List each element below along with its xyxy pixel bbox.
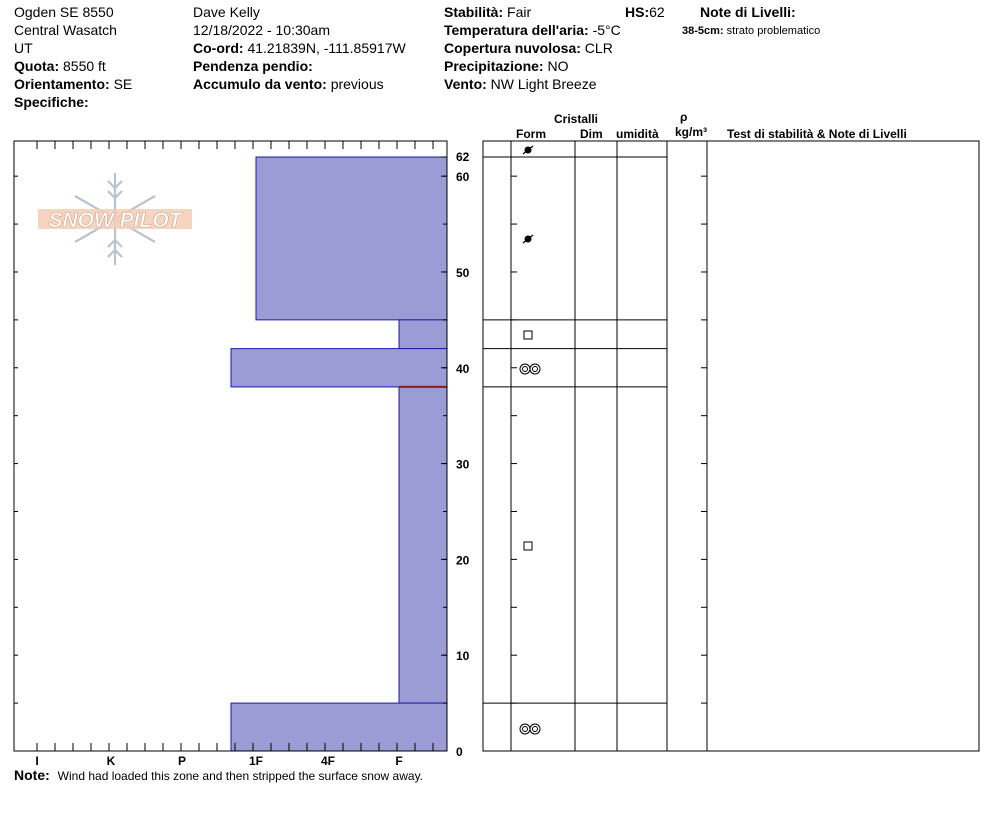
aspect-value: SE <box>113 76 133 92</box>
wind-loading-value: previous <box>330 76 384 92</box>
coord-label: Co-ord: <box>193 40 244 56</box>
wind-label: Vento: <box>444 76 487 92</box>
grain-symbol-precipitation-particle <box>523 146 533 154</box>
range-name: Central Wasatch <box>14 22 117 38</box>
melt-form-ring-icon <box>530 724 540 734</box>
crystal-table-frame <box>483 141 979 751</box>
faceted-crystal-icon <box>524 542 532 550</box>
moisture-header: umidità <box>616 127 659 141</box>
precip-value: NO <box>547 58 569 74</box>
elevation-label: Quota: <box>14 58 60 74</box>
location-name: Ogden SE 8550 <box>14 4 114 20</box>
note-row <box>14 766 423 785</box>
state-name: UT <box>14 40 33 56</box>
y-tick-label-50: 50 <box>456 265 470 280</box>
y-tick-label-62: 62 <box>456 150 470 164</box>
hardness-layer-1 <box>399 320 447 349</box>
hardness-label-4F: 4F <box>320 754 336 768</box>
stability-value: Fair <box>507 4 532 20</box>
grain-symbol-faceted <box>524 542 532 550</box>
hardness-layers <box>231 157 447 751</box>
hardness-label-K: K <box>106 754 116 768</box>
coord-value: 41.21839N, -111.85917W <box>247 40 406 56</box>
density-unit-header: kg/m³ <box>675 125 708 139</box>
hardness-layer-3 <box>399 387 447 703</box>
observation-datetime: 12/18/2022 - 10:30am <box>193 22 330 38</box>
hardness-label-I: I <box>35 754 39 768</box>
grain-symbol-melt-forms <box>520 364 540 374</box>
crystal-table <box>483 141 979 751</box>
hardness-layer-2 <box>231 349 447 387</box>
layer-note-range: 38-5cm: <box>682 25 724 37</box>
melt-form-core-icon <box>523 727 528 732</box>
snowpilot-logo <box>38 173 192 265</box>
layer-notes-title: Note di Livelli: <box>700 4 796 20</box>
y-tick-label-0: 0 <box>456 745 463 759</box>
melt-form-core-icon <box>533 367 538 372</box>
grain-symbol-precipitation-particle <box>523 235 533 243</box>
air-temp-value: -5°C <box>592 22 621 38</box>
cloud-label: Copertura nuvolosa: <box>444 40 581 56</box>
melt-form-ring-icon <box>520 364 530 374</box>
crystals-header: Cristalli <box>554 112 599 126</box>
size-header: Dim <box>580 127 603 141</box>
y-tick-label-20: 20 <box>456 553 470 568</box>
hs-label: HS: <box>625 4 650 20</box>
note-label: Note: <box>14 767 50 783</box>
stability-label: Stabilità: <box>444 4 504 20</box>
grain-symbol-melt-forms <box>520 724 540 734</box>
note-text: Wind had loaded this zone and then stripped the surface snow away. <box>57 769 424 783</box>
y-tick-label-30: 30 <box>456 457 470 472</box>
y-tick-label-40: 40 <box>456 361 470 376</box>
slope-label: Pendenza pendio: <box>193 58 313 74</box>
hardness-label-P: P <box>177 754 187 768</box>
tests-header: Test di stabilità & Note di Livelli <box>727 127 907 141</box>
form-header: Form <box>516 127 546 141</box>
y-tick-label-60: 60 <box>456 170 470 185</box>
hardness-label-F: F <box>395 754 403 768</box>
elevation-value: 8550 ft <box>63 58 106 74</box>
precip-label: Precipitazione: <box>444 58 544 74</box>
specifics-label: Specifiche: <box>14 94 89 110</box>
y-tick-label-10: 10 <box>456 649 470 664</box>
hs-value: 62 <box>649 4 665 20</box>
wind-loading-label: Accumulo da vento: <box>193 76 327 92</box>
observer-name: Dave Kelly <box>193 4 260 20</box>
hardness-label-1F: 1F <box>248 754 264 768</box>
faceted-crystal-icon <box>524 331 532 339</box>
melt-form-core-icon <box>523 367 528 372</box>
melt-form-ring-icon <box>520 724 530 734</box>
aspect-label: Orientamento: <box>14 76 110 92</box>
melt-form-core-icon <box>533 727 538 732</box>
air-temp-label: Temperatura dell'aria: <box>444 22 589 38</box>
melt-form-ring-icon <box>530 364 540 374</box>
logo-text: SNOW PILOT <box>48 209 182 232</box>
cloud-value: CLR <box>584 40 613 56</box>
rho-header: ρ <box>680 110 688 124</box>
hardness-layer-0 <box>256 157 447 320</box>
layer-note-text: strato problematico <box>726 25 821 37</box>
grain-symbol-faceted <box>524 331 532 339</box>
wind-value: NW Light Breeze <box>490 76 597 92</box>
